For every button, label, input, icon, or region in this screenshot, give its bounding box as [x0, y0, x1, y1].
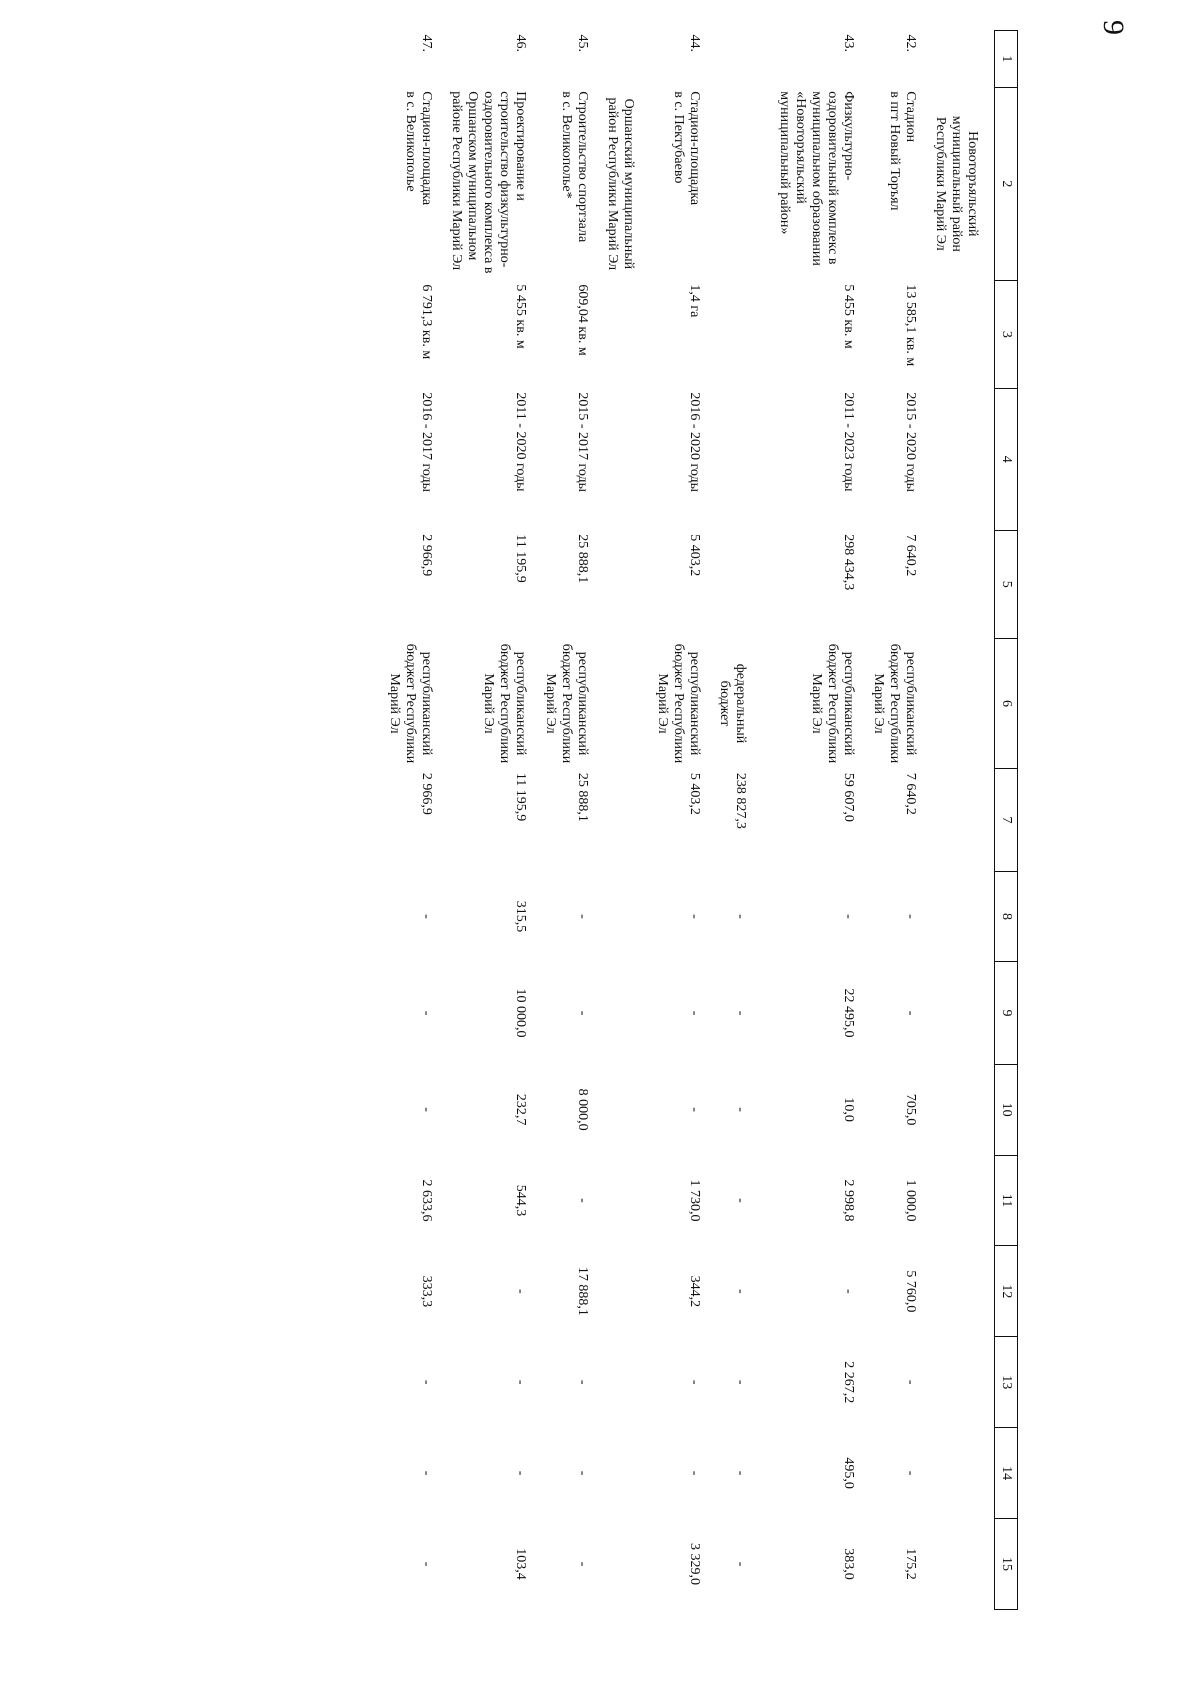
amount-c14: -: [903, 1470, 918, 1476]
amount-c12: -: [841, 1289, 856, 1294]
total-cost: 25 888,1: [575, 534, 590, 584]
amount-c8: 315,5: [513, 900, 528, 933]
col-header: 1: [995, 31, 1018, 88]
amount-c7: 25 888,1: [575, 772, 590, 822]
total-cost: 7 640,2: [903, 534, 918, 577]
col-header: 14: [995, 1428, 1018, 1519]
capacity: 1,4 га: [687, 284, 702, 318]
amount-c11: -: [575, 1198, 590, 1203]
amount-c15: 175,2: [903, 1548, 918, 1580]
table-row: [538, 31, 600, 1610]
funding-source: республиканский бюджет Республики Марий Эл: [543, 643, 590, 764]
amount-c10: -: [733, 1107, 748, 1112]
section-title-row: [600, 31, 650, 1610]
capacity: 5 455 кв. м: [841, 284, 856, 349]
amount-c11: 1 000,0: [903, 1179, 918, 1222]
amount-c7: 59 607,0: [841, 772, 856, 822]
amount-c10: 705,0: [903, 1093, 918, 1126]
object-name: Физкультурно-оздоровительный комплекс в муниципальном образовании «Новоторъяльский муниципальный район»: [777, 91, 856, 266]
col-header: 13: [995, 1337, 1018, 1428]
row-number: 45.: [575, 34, 590, 52]
empty-cell: [712, 87, 772, 280]
amount-c15: -: [575, 1561, 590, 1567]
amount-c15: 103,4: [513, 1548, 528, 1580]
amount-c12: 5 760,0: [903, 1270, 918, 1313]
empty-cell: [712, 530, 772, 638]
col-header: 2: [995, 87, 1018, 280]
amount-c9: -: [687, 1010, 702, 1016]
funding-source: республиканский бюджет Республики Марий Эл: [387, 643, 434, 764]
amount-c13: -: [733, 1379, 748, 1385]
rotated-landscape-page: [188, 30, 1018, 1610]
amount-c14: -: [733, 1470, 748, 1476]
amount-c11: 1 730,0: [687, 1179, 702, 1222]
period: 2011 - 2023 годы: [841, 392, 856, 492]
empty-cell: [928, 280, 995, 1609]
object-name: Стадион-площадка в с. Великополье: [403, 91, 434, 206]
amount-c11: 544,3: [513, 1184, 528, 1217]
period: 2015 - 2020 годы: [903, 392, 918, 492]
empty-cell: [928, 31, 995, 88]
total-cost: 5 403,2: [687, 534, 702, 577]
amount-c8: -: [419, 914, 434, 919]
amount-c10: -: [687, 1107, 702, 1112]
amount-c12: 344,2: [687, 1275, 702, 1308]
amount-c15: 3 329,0: [687, 1543, 702, 1586]
col-header: 7: [995, 769, 1018, 871]
amount-c9: -: [733, 1010, 748, 1016]
amount-c13: -: [903, 1379, 918, 1385]
funding-source: федеральный бюджет: [717, 663, 748, 744]
funding-source: республиканский бюджет Республики Марий Эл: [871, 643, 918, 764]
col-header: 11: [995, 1155, 1018, 1246]
col-header: 3: [995, 280, 1018, 388]
object-name: Стадион-площадка в с. Пектубаево: [671, 91, 702, 206]
amount-c7: 2 966,9: [419, 772, 434, 815]
amount-c9: -: [903, 1010, 918, 1016]
col-header: 15: [995, 1519, 1018, 1610]
table-row: [712, 31, 772, 1610]
table-row: [382, 31, 444, 1610]
table-body: [382, 31, 995, 1610]
funding-source: республиканский бюджет Республики Марий Эл: [655, 643, 702, 764]
capacity: 6 791,3 кв. м: [419, 284, 434, 360]
amount-c8: -: [841, 914, 856, 919]
amount-c8: -: [575, 914, 590, 919]
amount-c8: -: [903, 914, 918, 919]
column-number-header: [995, 31, 1018, 1610]
row-number: 42.: [903, 34, 918, 52]
amount-c8: -: [687, 914, 702, 919]
amount-c13: -: [687, 1379, 702, 1385]
funding-source: республиканский бюджет Республики Марий Эл: [809, 643, 856, 764]
amount-c9: -: [419, 1010, 434, 1016]
amount-c10: 8 000,0: [575, 1088, 590, 1131]
amount-c11: 2 633,6: [419, 1179, 434, 1222]
total-cost: 298 434,3: [841, 534, 856, 591]
empty-cell: [600, 31, 650, 88]
object-name: Стадион в пгт Новый Торъял: [887, 91, 918, 211]
amount-c8: -: [733, 914, 748, 919]
amount-c13: -: [419, 1379, 434, 1385]
amount-c12: 333,3: [419, 1275, 434, 1308]
table-row: [866, 31, 928, 1610]
amount-c12: 17 888,1: [575, 1266, 590, 1316]
period: 2011 - 2020 годы: [513, 392, 528, 492]
amount-c13: -: [513, 1379, 528, 1385]
section-title: Оршанский муниципальный район Республики Марий Эл: [605, 97, 636, 271]
period: 2016 - 2017 годы: [419, 392, 434, 492]
amount-c7: 7 640,2: [903, 772, 918, 815]
table-row: [444, 31, 538, 1610]
row-number: 44.: [687, 34, 702, 52]
row-number: 46.: [513, 34, 528, 52]
row-number: 47.: [419, 34, 434, 52]
period: 2016 - 2020 годы: [687, 392, 702, 492]
total-cost: 11 195,9: [513, 534, 528, 583]
funding-table: [382, 30, 1018, 1610]
empty-cell: [712, 31, 772, 88]
col-header: 5: [995, 530, 1018, 638]
col-header: 12: [995, 1246, 1018, 1337]
capacity: 13 585,1 кв. м: [903, 284, 918, 367]
empty-cell: [712, 388, 772, 530]
amount-c15: -: [419, 1561, 434, 1567]
capacity: 609,04 кв. м: [575, 284, 590, 356]
empty-cell: [600, 280, 650, 1609]
amount-c12: -: [733, 1289, 748, 1294]
amount-c14: 495,0: [841, 1457, 856, 1489]
amount-c15: -: [733, 1561, 748, 1567]
amount-c9: -: [575, 1010, 590, 1016]
table-row: [772, 31, 866, 1610]
row-number: 43.: [841, 34, 856, 52]
section-title-row: [928, 31, 995, 1610]
col-header: 8: [995, 871, 1018, 962]
amount-c14: -: [687, 1470, 702, 1476]
total-cost: 2 966,9: [419, 534, 434, 577]
amount-c10: 10,0: [841, 1097, 856, 1122]
object-name: Строительство спортзала в с. Великополье*: [559, 91, 590, 243]
period: 2015 - 2017 годы: [575, 392, 590, 492]
amount-c10: 232,7: [513, 1093, 528, 1126]
amount-c11: -: [733, 1198, 748, 1203]
capacity: 5 455 кв. м: [513, 284, 528, 349]
col-header: 6: [995, 638, 1018, 769]
col-header: 4: [995, 388, 1018, 530]
amount-c15: 383,0: [841, 1548, 856, 1580]
amount-c13: -: [575, 1379, 590, 1385]
amount-c14: -: [419, 1470, 434, 1476]
amount-c10: -: [419, 1107, 434, 1112]
page-number: 9: [1097, 20, 1130, 35]
amount-c7: 11 195,9: [513, 772, 528, 822]
table-row: [650, 31, 712, 1610]
amount-c14: -: [575, 1470, 590, 1476]
amount-c12: -: [513, 1289, 528, 1294]
section-title: Новоторъяльский муниципальный район Республики Марий Эл: [933, 115, 980, 252]
amount-c13: 2 267,2: [841, 1361, 856, 1404]
amount-c9: 10 000,0: [513, 988, 528, 1038]
object-name: Проектирование и строительство физкультурно-оздоровительного комплекса в Оршанском муниципальном районе Республики Марий Эл: [449, 91, 528, 274]
amount-c14: -: [513, 1470, 528, 1476]
amount-c11: 2 998,8: [841, 1179, 856, 1222]
col-header: 9: [995, 962, 1018, 1064]
funding-source: республиканский бюджет Республики Марий Эл: [481, 643, 528, 764]
amount-c9: 22 495,0: [841, 988, 856, 1038]
col-header: 10: [995, 1064, 1018, 1155]
empty-cell: [712, 280, 772, 388]
amount-c7: 238 827,3: [733, 772, 748, 829]
amount-c7: 5 403,2: [687, 772, 702, 815]
